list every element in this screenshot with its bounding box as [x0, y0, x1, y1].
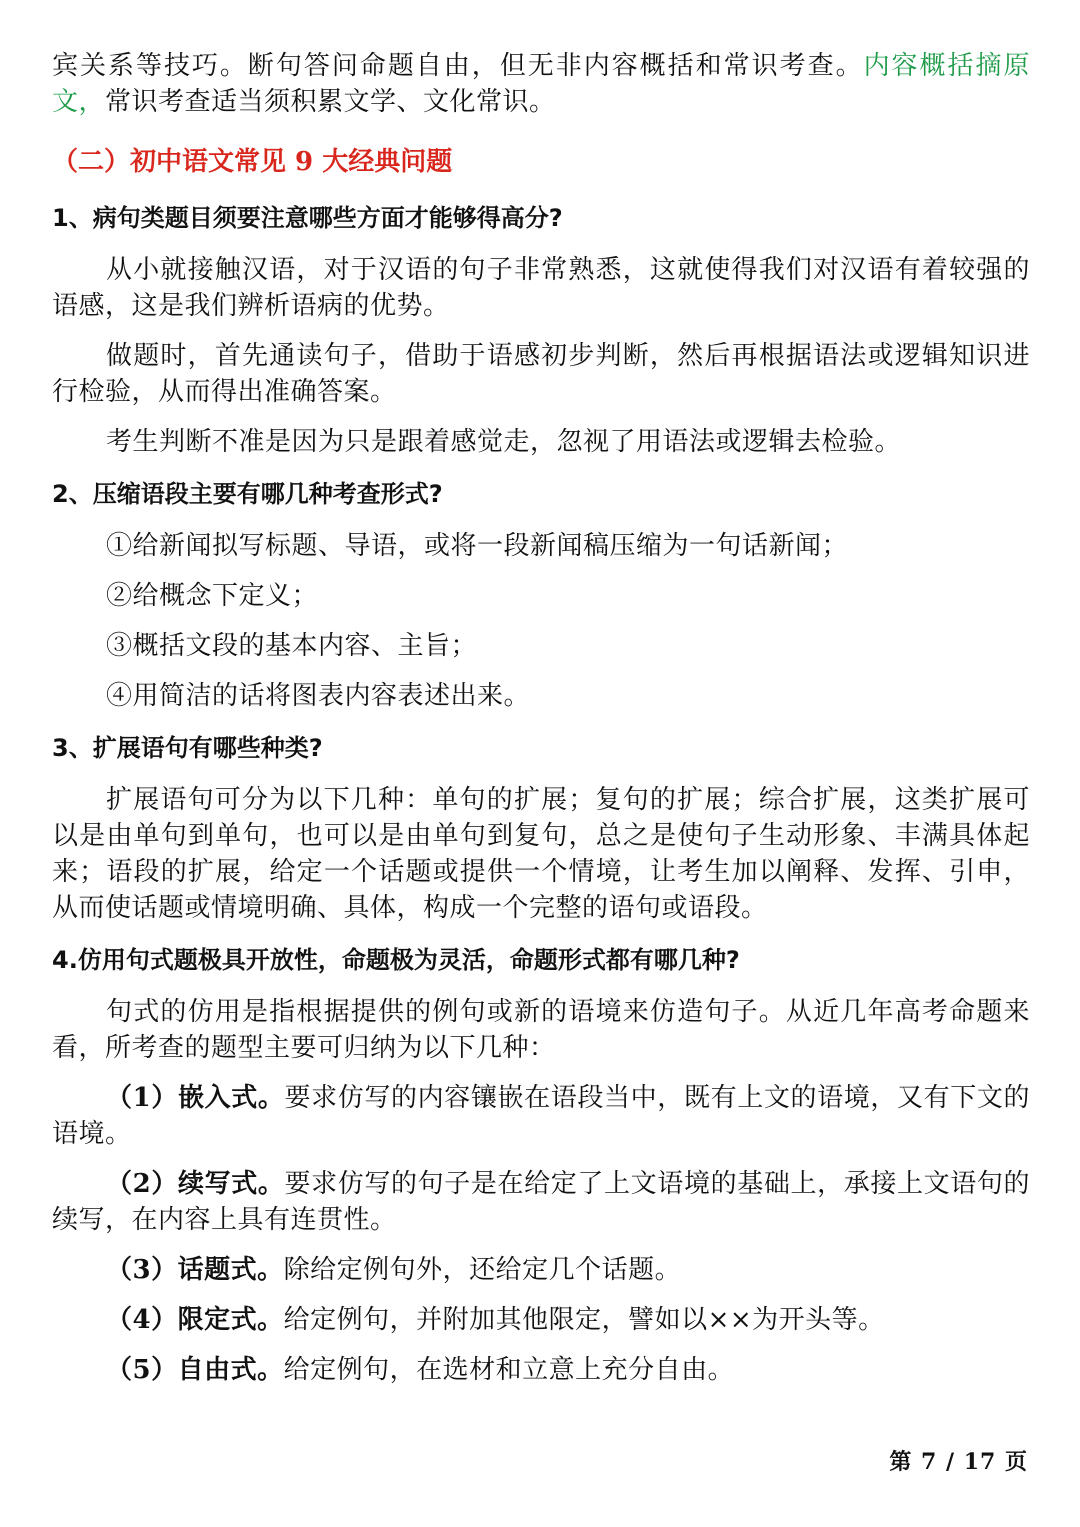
- type-term: （2）续写式。: [106, 1169, 285, 1199]
- question-4-type: [52, 1080, 1030, 1152]
- intro-highlight: 内容概括摘原文，: [52, 51, 1030, 117]
- section-title: （二）初中语文常见 9 大经典问题: [52, 147, 453, 177]
- question-1-paragraph: 考生判断不准是因为只是跟着感觉走，忽视了用语法或逻辑去检验。: [106, 427, 902, 457]
- type-desc: 给定例句，在选材和立意上充分自由。: [283, 1355, 735, 1385]
- question-2-title: 2、压缩语段主要有哪几种考查形式?: [52, 480, 443, 508]
- question-4-paragraph: 句式的仿用是指根据提供的例句或新的语境来仿造句子。从近几年高考命题来看，所考查的题型主要可归纳为以下几种：: [52, 997, 1030, 1063]
- type-term: （4）限定式。: [106, 1305, 284, 1335]
- question-2-item: ①给新闻拟写标题、导语，或将一段新闻稿压缩为一句话新闻；: [106, 531, 849, 561]
- type-desc: 给定例句，并附加其他限定，譬如以××为开头等。: [283, 1305, 885, 1335]
- type-desc: 要求仿写的句子是在给定了上文语境的基础上，承接上文语句的续写，在内容上具有连贯性。: [52, 1169, 1030, 1235]
- question-3-title: 3、扩展语句有哪些种类?: [52, 734, 323, 762]
- type-desc: 要求仿写的内容镶嵌在语段当中，既有上文的语境，又有下文的语境。: [52, 1083, 1030, 1149]
- question-4-type: [52, 1352, 1030, 1388]
- question-2-item: ④用简洁的话将图表内容表述出来。: [106, 681, 531, 711]
- question-4-type: [52, 1166, 1030, 1238]
- type-term: （3）话题式。: [106, 1255, 284, 1285]
- question-2-item: ②给概念下定义；: [106, 581, 319, 611]
- page-number: 第 7 / 17 页: [889, 1449, 1028, 1475]
- question-1-paragraph: 做题时，首先通读句子，借助于语感初步判断，然后再根据语法或逻辑知识进行检验，从而得出准确答案。: [52, 341, 1030, 407]
- type-term: （5）自由式。: [106, 1355, 284, 1385]
- intro-text: 宾关系等技巧。断句答问命题自由，但无非内容概括和常识考查。: [52, 51, 864, 81]
- question-4-type: [52, 1302, 1030, 1338]
- question-3-paragraph: 扩展语句可分为以下几种：单句的扩展；复句的扩展；综合扩展，这类扩展可以是由单句到单句，也可以是由单句到复句，总之是使句子生动形象、丰满具体起来；语段的扩展，给定一个话题或提供一个情境，让考生加以阐释、发挥、引申，从而使话题或情境明确、具体，构成一个完整的语句或语段。: [52, 785, 1030, 923]
- type-desc: 除给定例句外，还给定几个话题。: [283, 1255, 682, 1285]
- question-1-title: 1、病句类题目须要注意哪些方面才能够得高分?: [52, 204, 563, 232]
- intro-paragraph: [52, 48, 1030, 120]
- question-4-title: 4.仿用句式题极具开放性，命题极为灵活，命题形式都有哪几种?: [52, 946, 740, 974]
- intro-text-after: 常识考查适当须积累文学、文化常识。: [105, 87, 556, 117]
- type-term: （1）嵌入式。: [106, 1083, 285, 1113]
- question-2-item: ③概括文段的基本内容、主旨；: [106, 631, 478, 661]
- document-page: [52, 48, 1030, 1388]
- question-1-paragraph: 从小就接触汉语，对于汉语的句子非常熟悉，这就使得我们对汉语有着较强的语感，这是我们辨析语病的优势。: [52, 255, 1030, 321]
- question-4-type: [52, 1252, 1030, 1288]
